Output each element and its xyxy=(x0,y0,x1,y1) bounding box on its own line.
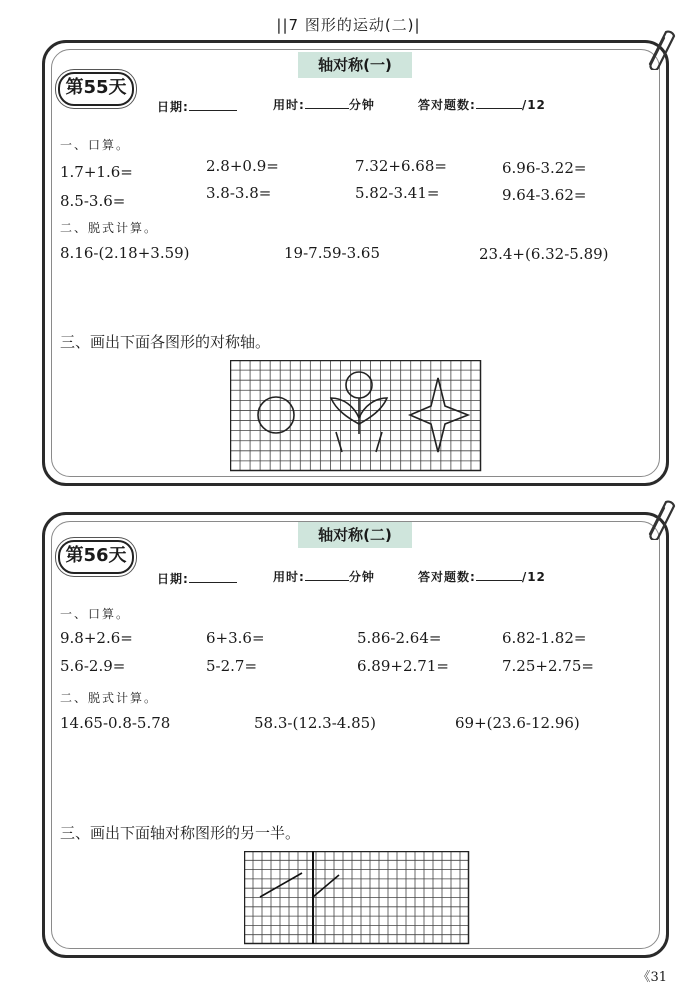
part1-heading: 一、口算。 xyxy=(60,607,131,621)
score-field[interactable] xyxy=(418,96,546,113)
date-field[interactable] xyxy=(157,570,237,587)
complete-figure-grid[interactable] xyxy=(244,851,470,945)
date-label: 日期: xyxy=(157,100,189,114)
part2-heading: 二、脱式计算。 xyxy=(60,221,159,235)
oral-problem: 6.82-1.82= xyxy=(502,629,587,647)
half-figure-segment xyxy=(313,875,339,897)
date-field[interactable] xyxy=(157,98,237,115)
score-total: /12 xyxy=(521,98,546,112)
oral-problem: 7.25+2.75= xyxy=(502,657,594,675)
symmetry-axis-grid[interactable] xyxy=(230,360,482,472)
oral-problem: 8.5-3.6= xyxy=(60,192,126,210)
part2-heading: 二、脱式计算。 xyxy=(60,691,159,705)
part3-heading: 三、画出下面轴对称图形的另一半。 xyxy=(60,824,301,842)
written-problem: 58.3-(12.3-4.85) xyxy=(254,714,377,732)
time-label: 用时: xyxy=(273,570,305,584)
written-problem: 19-7.59-3.65 xyxy=(284,244,381,262)
oral-problem: 5.86-2.64= xyxy=(357,629,442,647)
time-unit: 分钟 xyxy=(348,98,375,112)
part3-heading: 三、画出下面各图形的对称轴。 xyxy=(60,333,271,351)
date-label: 日期: xyxy=(157,572,189,586)
oral-problem: 3.8-3.8= xyxy=(206,184,272,202)
circle-shape xyxy=(258,397,294,433)
oral-problem: 5.6-2.9= xyxy=(60,657,126,675)
page-number: 《31 xyxy=(637,970,667,985)
oral-problem: 6+3.6= xyxy=(206,629,265,647)
time-field[interactable] xyxy=(273,568,375,585)
score-label: 答对题数: xyxy=(418,570,476,584)
day-badge: 第55天 xyxy=(58,72,134,106)
oral-problem: 6.89+2.71= xyxy=(357,657,449,675)
oral-problem: 6.96-3.22= xyxy=(502,159,587,177)
oral-problem: 9.64-3.62= xyxy=(502,186,587,204)
oral-problem: 7.32+6.68= xyxy=(355,157,447,175)
score-total: /12 xyxy=(521,570,546,584)
oral-problem: 1.7+1.6= xyxy=(60,163,133,181)
time-field[interactable] xyxy=(273,96,375,113)
written-problem: 14.65-0.8-5.78 xyxy=(60,714,171,732)
written-problem: 8.16-(2.18+3.59) xyxy=(60,244,190,262)
oral-problem: 5.82-3.41= xyxy=(355,184,440,202)
chapter-header: ||7 图形的运动(二)| xyxy=(276,16,421,34)
section-title: 轴对称(二) xyxy=(298,522,412,548)
score-field[interactable] xyxy=(418,568,546,585)
half-figure-segment xyxy=(260,873,302,897)
paperclip-icon xyxy=(640,494,676,540)
score-label: 答对题数: xyxy=(418,98,476,112)
oral-problem: 2.8+0.9= xyxy=(206,157,279,175)
day-badge: 第56天 xyxy=(58,540,134,574)
section-title: 轴对称(一) xyxy=(298,52,412,78)
written-problem: 69+(23.6-12.96) xyxy=(455,714,580,732)
paperclip-icon xyxy=(640,24,676,70)
time-label: 用时: xyxy=(273,98,305,112)
part1-heading: 一、口算。 xyxy=(60,138,131,152)
written-problem: 23.4+(6.32-5.89) xyxy=(479,245,609,263)
flower-shape xyxy=(331,372,387,452)
time-unit: 分钟 xyxy=(348,570,375,584)
oral-problem: 9.8+2.6= xyxy=(60,629,133,647)
oral-problem: 5-2.7= xyxy=(206,657,258,675)
